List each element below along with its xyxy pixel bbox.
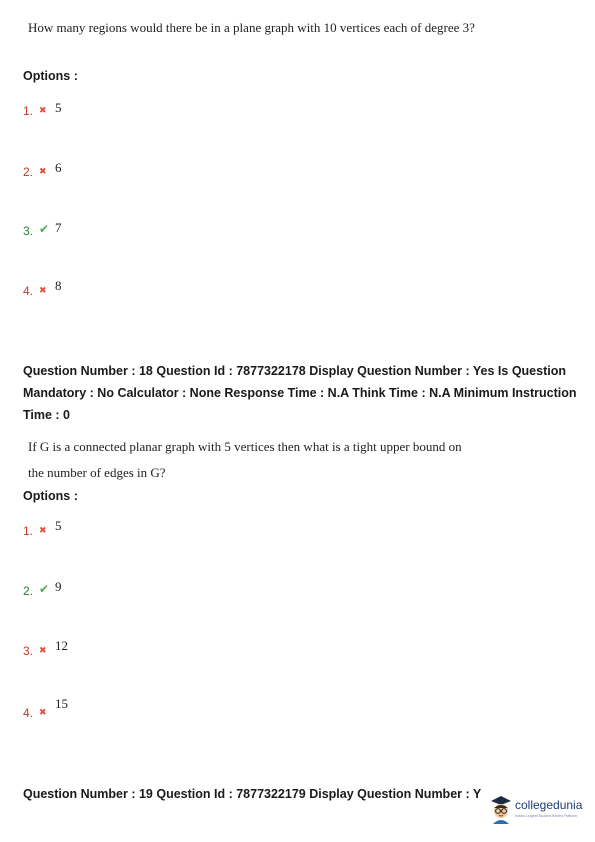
options-label: Options : (23, 69, 78, 83)
option-value: 7 (55, 220, 62, 235)
option-item (23, 278, 223, 302)
option-value: 8 (55, 278, 62, 293)
option-item (23, 100, 223, 124)
student-mascot-icon (489, 794, 513, 824)
option-number: 3. (23, 224, 34, 238)
collegedunia-logo (489, 794, 589, 828)
option-item (23, 160, 223, 184)
options-label: Options : (23, 489, 78, 503)
option-number: 3. (23, 644, 34, 658)
question-19-meta (23, 783, 481, 805)
wrong-mark-icon: ✖ (39, 526, 47, 536)
logo-tagline: India's Largest Student Review Platform (515, 814, 578, 818)
option-number: 2. (23, 165, 34, 179)
option-value: 9 (55, 579, 62, 594)
option-value: 12 (55, 638, 68, 653)
wrong-mark-icon: ✖ (39, 646, 47, 656)
question-18-meta (23, 360, 583, 426)
option-number: 4. (23, 284, 34, 298)
option-value: 6 (55, 160, 62, 175)
option-item (23, 518, 223, 542)
option-value: 15 (55, 696, 68, 711)
option-item (23, 696, 223, 720)
option-item (23, 638, 223, 662)
logo-text: collegedunia (515, 798, 583, 812)
question-18-text-line: If G is a connected planar graph with 5 vertices then what is a tight upper bound on (28, 439, 462, 454)
question-17-text: How many regions would there be in a plane graph with 10 vertices each of degree 3? (28, 20, 475, 35)
meta-line: Time : 0 (23, 408, 71, 422)
wrong-mark-icon: ✖ (39, 106, 47, 116)
meta-line: Mandatory : No Calculator : None Response Time : N.A Think Time : N.A Minimum Instruction (23, 386, 577, 400)
option-value: 5 (55, 100, 62, 115)
option-item (23, 578, 223, 602)
option-number: 1. (23, 524, 34, 538)
option-value: 5 (55, 518, 62, 533)
meta-line: Question Number : 18 Question Id : 7877322178 Display Question Number : Yes Is Question (23, 364, 566, 378)
wrong-mark-icon: ✖ (39, 708, 47, 718)
option-number: 2. (23, 584, 34, 598)
wrong-mark-icon: ✖ (39, 286, 47, 296)
option-number: 4. (23, 706, 34, 720)
wrong-mark-icon: ✖ (39, 167, 47, 177)
correct-mark-icon: ✔ (39, 582, 50, 596)
option-item (23, 220, 223, 244)
option-number: 1. (23, 104, 34, 118)
meta-line: Question Number : 19 Question Id : 7877322179 Display Question Number : Y (23, 787, 481, 801)
correct-mark-icon: ✔ (39, 222, 50, 236)
question-18-text-line: the number of edges in G? (28, 465, 166, 480)
